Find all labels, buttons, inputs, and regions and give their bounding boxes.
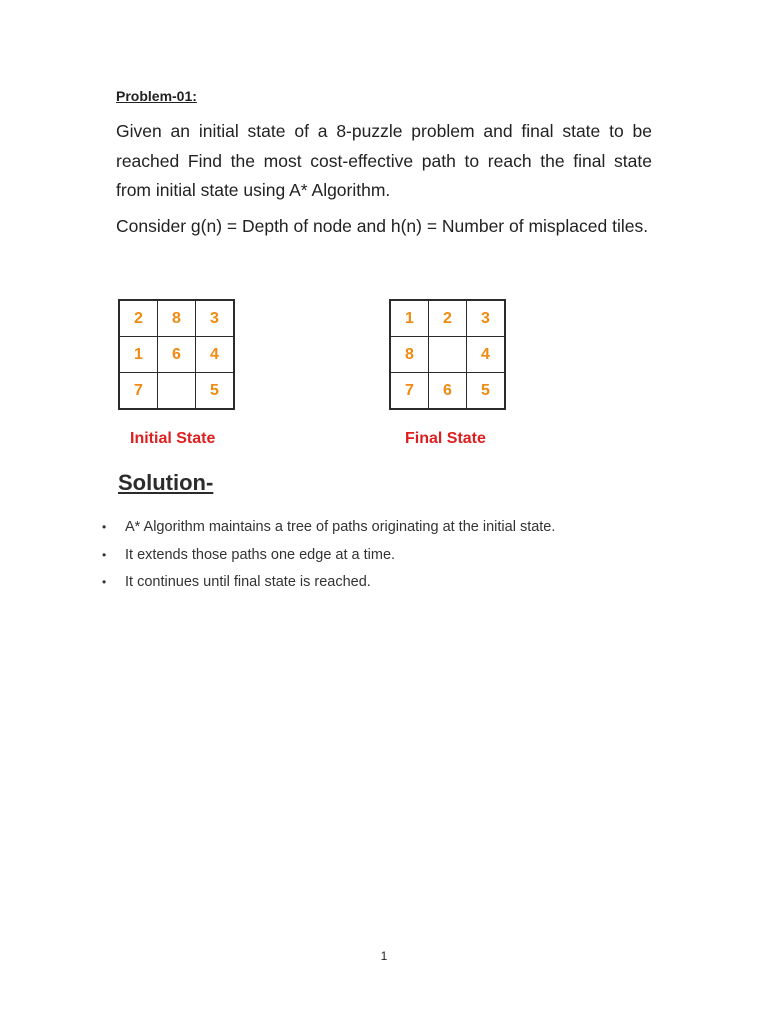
final-state-label: Final State: [405, 430, 486, 447]
grid-row: [119, 300, 234, 337]
tile: 7: [119, 373, 158, 410]
initial-state-label: Initial State: [130, 430, 216, 447]
blank-tile: [429, 337, 467, 373]
tile: 4: [467, 337, 506, 373]
bullet-icon: •: [102, 547, 107, 562]
list-item: [100, 569, 555, 597]
final-state-grid: [389, 299, 506, 410]
tile: 1: [390, 300, 429, 337]
tile: 7: [390, 373, 429, 410]
tile: 3: [196, 300, 235, 337]
initial-state-grid: [118, 299, 235, 410]
list-item-text: A* Algorithm maintains a tree of paths originating at the initial state.: [125, 519, 556, 535]
tile: 5: [196, 373, 235, 410]
list-item: [100, 542, 555, 570]
solution-bullet-list: [100, 514, 555, 597]
bullet-icon: •: [102, 575, 107, 589]
grid-row: [119, 337, 234, 373]
list-item: [100, 514, 555, 542]
tile: 8: [158, 300, 196, 337]
solution-heading: Solution-: [118, 470, 214, 495]
problem-paragraph: Given an initial state of a 8-puzzle problem and final state to be reached Find the most cost-effective path to reach the final state from initial state using A* Algorithm.: [116, 121, 652, 200]
heuristic-paragraph: Consider g(n) = Depth of node and h(n) = Number of misplaced tiles.: [116, 216, 649, 236]
grid-row: [390, 373, 505, 410]
tile: 1: [119, 337, 158, 373]
tile: 5: [467, 373, 506, 410]
tile: 6: [429, 373, 467, 410]
tile: 2: [429, 300, 467, 337]
list-item-text: It extends those paths one edge at a time.: [125, 546, 396, 563]
page-number: 1: [380, 949, 388, 963]
list-item-text: It continues until final state is reached.: [125, 574, 371, 590]
blank-tile: [158, 373, 196, 410]
tile: 4: [196, 337, 235, 373]
grid-row: [119, 373, 234, 410]
tile: 8: [390, 337, 429, 373]
bullet-icon: •: [102, 520, 107, 534]
grid-row: [390, 300, 505, 337]
tile: 6: [158, 337, 196, 373]
problem-heading: Problem-01:: [116, 88, 197, 104]
tile: 3: [467, 300, 506, 337]
grid-row: [390, 337, 505, 373]
tile: 2: [119, 300, 158, 337]
